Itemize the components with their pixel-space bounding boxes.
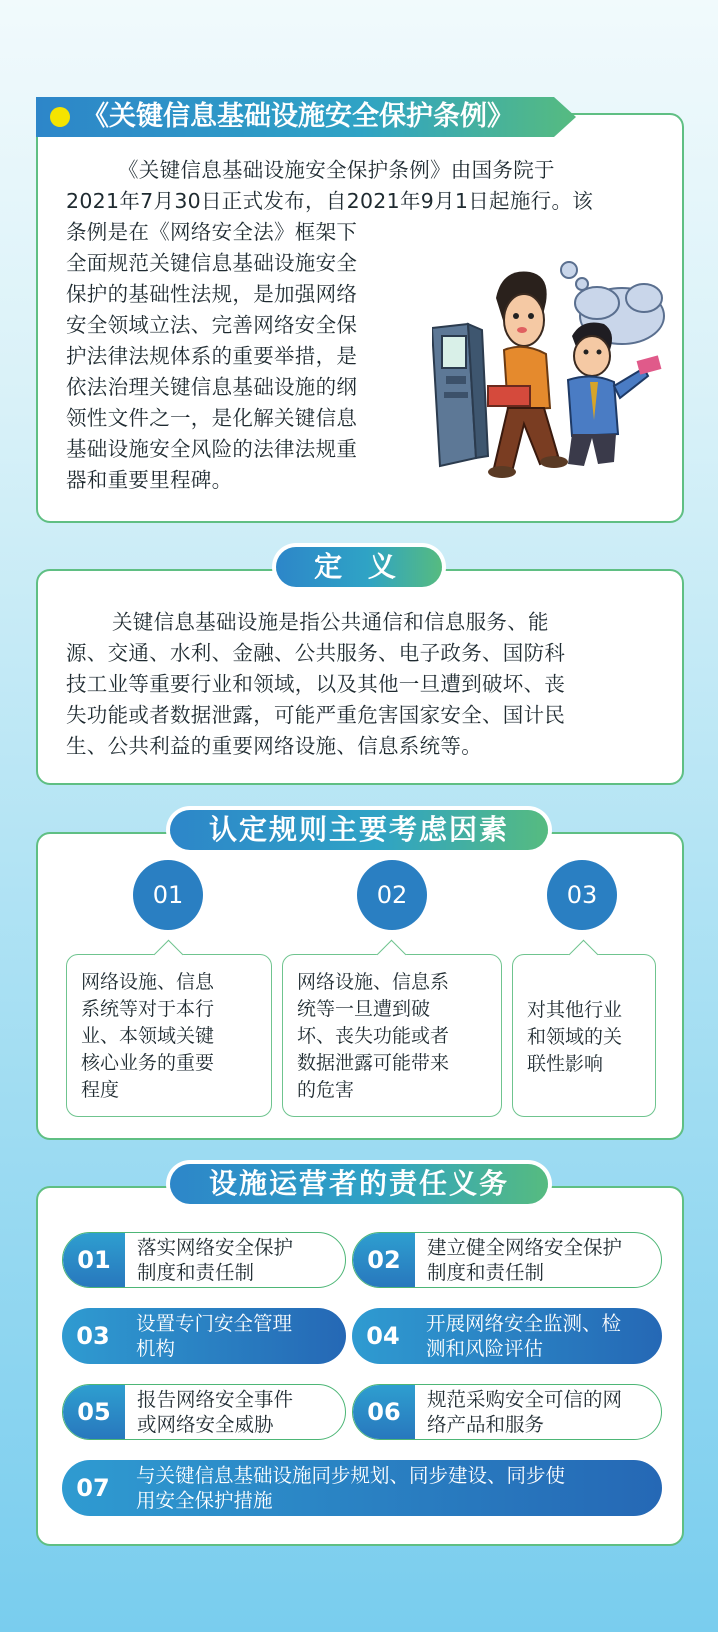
duty-number: 05 bbox=[63, 1384, 125, 1440]
factor-line: 程度 bbox=[81, 1079, 120, 1101]
duty-line: 设置专门安全管理 bbox=[136, 1312, 293, 1335]
duty-line: 与关键信息基础设施同步规划、同步建设、同步使 bbox=[136, 1464, 566, 1487]
duty-number: 07 bbox=[76, 1474, 110, 1502]
definition-line: 源、交通、水利、金融、公共服务、电子政务、国防科 bbox=[66, 641, 566, 665]
duty-number: 02 bbox=[353, 1232, 415, 1288]
factor-box-1 bbox=[66, 954, 272, 1117]
duty-text bbox=[125, 1387, 303, 1437]
duty-item-7 bbox=[62, 1460, 662, 1516]
duty-text bbox=[415, 1387, 632, 1437]
duty-text bbox=[124, 1311, 302, 1361]
duty-line: 落实网络安全保护 bbox=[137, 1236, 294, 1259]
duty-text bbox=[124, 1463, 575, 1513]
yellow-dot-icon bbox=[50, 107, 70, 127]
intro-line: 基础设施安全风险的法律法规重 bbox=[66, 437, 358, 461]
man-figure-icon bbox=[488, 272, 568, 478]
intro-line: 依法治理关键信息基础设施的纲 bbox=[66, 375, 358, 399]
kiosk-icon bbox=[432, 324, 488, 466]
duty-number: 01 bbox=[63, 1232, 125, 1288]
duties-title: 设施运营者的责任义务 bbox=[170, 1164, 548, 1204]
intro-line: 保护的基础性法规，是加强网络 bbox=[66, 282, 358, 306]
duty-number: 04 bbox=[366, 1322, 400, 1350]
factor-line: 对其他行业 bbox=[527, 999, 623, 1021]
factor-line: 联性影响 bbox=[527, 1053, 604, 1075]
duty-line: 报告网络安全事件 bbox=[137, 1388, 294, 1411]
factors-title: 认定规则主要考虑因素 bbox=[170, 810, 548, 850]
factor-number-2: 02 bbox=[357, 860, 427, 930]
duty-number: 06 bbox=[353, 1384, 415, 1440]
duty-line: 测和风险评估 bbox=[426, 1337, 544, 1360]
factor-line: 的危害 bbox=[297, 1079, 355, 1101]
duty-item-6 bbox=[352, 1384, 662, 1440]
factor-line: 坏、丧失功能或者 bbox=[297, 1025, 450, 1047]
duty-line: 或网络安全威胁 bbox=[137, 1413, 274, 1436]
intro-line: 条例是在《网络安全法》框架下 bbox=[66, 220, 358, 244]
definition-line: 失功能或者数据泄露，可能严重危害国家安全、国计民 bbox=[66, 703, 566, 727]
duty-text bbox=[125, 1235, 303, 1285]
intro-title: 《关键信息基础设施安全保护条例》 bbox=[82, 101, 514, 132]
definition-paragraph bbox=[66, 607, 666, 762]
factor-line: 核心业务的重要 bbox=[81, 1052, 215, 1074]
intro-line: 器和重要里程碑。 bbox=[66, 468, 233, 492]
duty-line: 络产品和服务 bbox=[427, 1413, 545, 1436]
duty-item-2 bbox=[352, 1232, 662, 1288]
factor-line: 网络设施、信息系 bbox=[297, 971, 450, 993]
intro-line: 全面规范关键信息基础设施安全 bbox=[66, 251, 358, 275]
intro-line: 《关键信息基础设施安全保护条例》由国务院于 bbox=[118, 158, 555, 182]
duty-line: 制度和责任制 bbox=[137, 1261, 255, 1284]
duty-line: 建立健全网络安全保护 bbox=[427, 1236, 623, 1259]
duty-item-5 bbox=[62, 1384, 346, 1440]
factor-box-2 bbox=[282, 954, 502, 1117]
duty-text bbox=[414, 1311, 631, 1361]
definition-line: 技工业等重要行业和领域，以及其他一旦遭到破坏、丧 bbox=[66, 672, 566, 696]
duty-line: 规范采购安全可信的网 bbox=[427, 1388, 623, 1411]
duty-line: 开展网络安全监测、检 bbox=[426, 1312, 622, 1335]
definition-line: 生、公共利益的重要网络设施、信息系统等。 bbox=[66, 734, 482, 758]
duty-line: 机构 bbox=[136, 1337, 176, 1360]
duty-item-1 bbox=[62, 1232, 346, 1288]
duty-item-4 bbox=[352, 1308, 662, 1364]
intro-line: 领性文件之一，是化解关键信息 bbox=[66, 406, 358, 430]
duty-line: 用安全保护措施 bbox=[136, 1489, 273, 1512]
factor-number-1: 01 bbox=[133, 860, 203, 930]
duty-line: 制度和责任制 bbox=[427, 1261, 545, 1284]
definition-line: 关键信息基础设施是指公共通信和信息服务、能 bbox=[112, 610, 549, 634]
intro-line: 护法律法规体系的重要举措，是 bbox=[66, 344, 358, 368]
factor-number-3: 03 bbox=[547, 860, 617, 930]
factor-box-3 bbox=[512, 954, 656, 1117]
intro-line: 2021年7月30日正式发布，自2021年9月1日起施行。该 bbox=[66, 189, 594, 213]
factor-line: 系统等对于本行 bbox=[81, 998, 215, 1020]
factor-line: 网络设施、信息 bbox=[81, 971, 215, 993]
factor-line: 统等一旦遭到破 bbox=[297, 998, 431, 1020]
factor-line: 和领域的关 bbox=[527, 1026, 623, 1048]
cartoon-illustration bbox=[432, 258, 672, 490]
duty-text bbox=[415, 1235, 632, 1285]
definition-title: 定 义 bbox=[276, 547, 442, 587]
intro-line: 安全领域立法、完善网络安全保 bbox=[66, 313, 358, 337]
duty-number: 03 bbox=[76, 1322, 110, 1350]
duty-item-3 bbox=[62, 1308, 346, 1364]
factor-line: 业、本领域关键 bbox=[81, 1025, 215, 1047]
factor-line: 数据泄露可能带来 bbox=[297, 1052, 450, 1074]
intro-title-banner bbox=[36, 97, 576, 137]
